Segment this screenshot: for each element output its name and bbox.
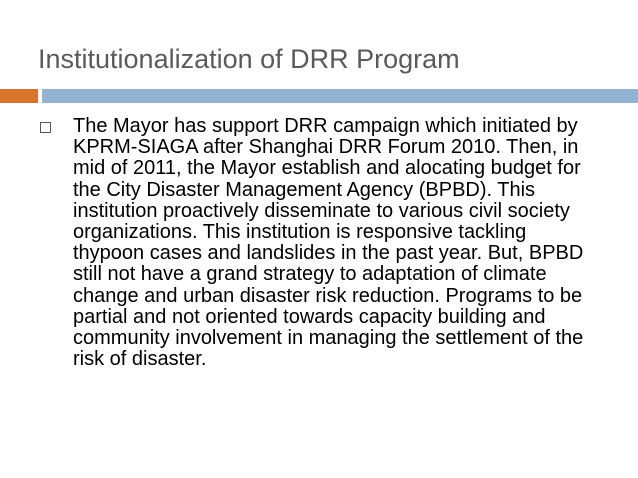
bullet-item [38,116,600,370]
bullet-text: The Mayor has support DRR campaign which initiated by KPRM-SIAGA after Shanghai DRR Forum 2010. Then, in mid of 2011, the Mayor establish and alocating budget for the City Disaster Management Agency (BPBD). This institution proactively disseminate to various civil society organizations. This institution is responsive tackling thypoon cases and landslides in the past year. But, BPBD still not have a grand strategy to adaptation of climate change and urban disaster risk reduction. Programs to be partial and not oriented towards capacity building and community involvement in managing the settlement of the risk of disaster. [73,115,584,371]
square-bullet-icon [40,122,51,133]
accent-bar-orange [0,89,38,103]
slide-title: Institutionalization of DRR Program [38,44,460,74]
accent-bar-blue [42,89,638,103]
